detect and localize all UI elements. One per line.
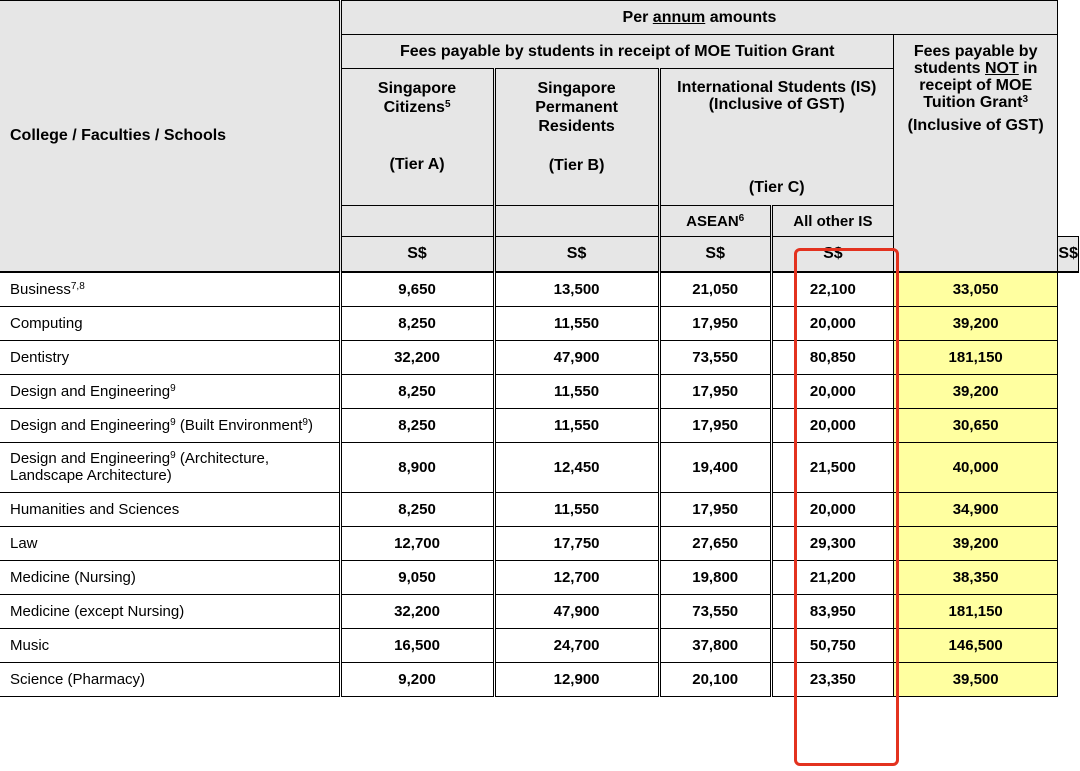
fee-asean: 27,650 <box>659 526 771 560</box>
table-row <box>0 340 1079 374</box>
international-header: International Students (IS) (Inclusive of GST) (Tier C) <box>659 69 893 206</box>
fee-not-grant: 30,650 <box>893 408 1058 442</box>
table-row <box>0 594 1079 628</box>
fee-asean: 17,950 <box>659 306 771 340</box>
with-grant-header: Fees payable by students in receipt of MOE Tuition Grant <box>340 35 893 69</box>
fee-tier-b: 24,700 <box>494 628 659 662</box>
fee-other-is: 83,950 <box>771 594 893 628</box>
fee-tier-a: 9,650 <box>340 272 494 307</box>
fee-tier-b: 47,900 <box>494 594 659 628</box>
table-row <box>0 526 1079 560</box>
fee-other-is: 23,350 <box>771 662 893 696</box>
row-school-name: Design and Engineering$^9$ (Built Environment$^9$) <box>0 408 340 442</box>
citizens-header: Singapore Citizens$^5$ (Tier A) <box>340 69 494 206</box>
fee-tier-a: 9,200 <box>340 662 494 696</box>
per-annum-header: Per annum amounts <box>340 1 1058 35</box>
fee-other-is: 22,100 <box>771 272 893 307</box>
row-school-name: Medicine (Nursing) <box>0 560 340 594</box>
row-school-name: Science (Pharmacy) <box>0 662 340 696</box>
row-school-name: Dentistry <box>0 340 340 374</box>
currency-not-grant: S$ <box>1058 237 1079 272</box>
fee-not-grant: 181,150 <box>893 594 1058 628</box>
fee-asean: 19,800 <box>659 560 771 594</box>
fee-tier-a: 12,700 <box>340 526 494 560</box>
fee-tier-b: 11,550 <box>494 306 659 340</box>
row-school-name: Design and Engineering$^9$ (Architecture, Landscape Architecture) <box>0 442 340 492</box>
table-row <box>0 374 1079 408</box>
fee-not-grant: 181,150 <box>893 340 1058 374</box>
fee-tier-a: 8,900 <box>340 442 494 492</box>
fee-not-grant: 39,200 <box>893 374 1058 408</box>
fee-not-grant: 34,900 <box>893 492 1058 526</box>
asean-header: ASEAN$^6$ <box>659 206 771 237</box>
all-other-is-header: All other IS <box>771 206 893 237</box>
fee-other-is: 29,300 <box>771 526 893 560</box>
fee-not-grant: 33,050 <box>893 272 1058 307</box>
fee-asean: 73,550 <box>659 594 771 628</box>
fee-other-is: 20,000 <box>771 492 893 526</box>
currency-other-is: S$ <box>771 237 893 272</box>
fee-tier-a: 32,200 <box>340 340 494 374</box>
fee-asean: 17,950 <box>659 492 771 526</box>
fee-not-grant: 39,200 <box>893 526 1058 560</box>
fee-other-is: 80,850 <box>771 340 893 374</box>
fee-tier-a: 32,200 <box>340 594 494 628</box>
row-school-name: Design and Engineering$^9$ <box>0 374 340 408</box>
pr-header: Singapore Permanent Residents (Tier B) <box>494 69 659 206</box>
fee-asean: 19,400 <box>659 442 771 492</box>
row-school-name: Humanities and Sciences <box>0 492 340 526</box>
currency-b: S$ <box>494 237 659 272</box>
fee-tier-a: 9,050 <box>340 560 494 594</box>
fee-asean: 37,800 <box>659 628 771 662</box>
row-school-name: Law <box>0 526 340 560</box>
table-row <box>0 560 1079 594</box>
currency-a: S$ <box>340 237 494 272</box>
fee-tier-a: 16,500 <box>340 628 494 662</box>
fee-asean: 17,950 <box>659 408 771 442</box>
fee-tier-b: 12,450 <box>494 442 659 492</box>
fee-not-grant: 40,000 <box>893 442 1058 492</box>
table-row <box>0 492 1079 526</box>
fee-not-grant: 146,500 <box>893 628 1058 662</box>
row-school-name: Music <box>0 628 340 662</box>
row-school-name: Computing <box>0 306 340 340</box>
fee-tier-b: 17,750 <box>494 526 659 560</box>
fee-tier-b: 12,900 <box>494 662 659 696</box>
fee-other-is: 20,000 <box>771 408 893 442</box>
fee-tier-b: 11,550 <box>494 408 659 442</box>
not-grant-header: Fees payable by students NOT in receipt of MOE Tuition Grant$^3$ (Inclusive of GST) <box>893 35 1058 272</box>
fee-not-grant: 39,200 <box>893 306 1058 340</box>
fee-tier-a: 8,250 <box>340 374 494 408</box>
fee-asean: 20,100 <box>659 662 771 696</box>
row-school-name: Medicine (except Nursing) <box>0 594 340 628</box>
fee-tier-a: 8,250 <box>340 306 494 340</box>
fee-other-is: 50,750 <box>771 628 893 662</box>
table-row <box>0 442 1079 492</box>
fee-tier-b: 11,550 <box>494 374 659 408</box>
fee-asean: 21,050 <box>659 272 771 307</box>
fee-not-grant: 38,350 <box>893 560 1058 594</box>
currency-asean: S$ <box>659 237 771 272</box>
fee-tier-b: 47,900 <box>494 340 659 374</box>
fee-tier-a: 8,250 <box>340 492 494 526</box>
fee-other-is: 20,000 <box>771 306 893 340</box>
fee-tier-b: 13,500 <box>494 272 659 307</box>
fee-tier-b: 12,700 <box>494 560 659 594</box>
fee-other-is: 20,000 <box>771 374 893 408</box>
college-header: College / Faculties / Schools <box>0 1 340 272</box>
table-row <box>0 272 1079 307</box>
fee-other-is: 21,200 <box>771 560 893 594</box>
table-row <box>0 662 1079 696</box>
fee-asean: 17,950 <box>659 374 771 408</box>
table-row <box>0 306 1079 340</box>
fee-asean: 73,550 <box>659 340 771 374</box>
table-row <box>0 628 1079 662</box>
fee-tier-b: 11,550 <box>494 492 659 526</box>
fee-other-is: 21,500 <box>771 442 893 492</box>
row-school-name: Business$^{7,8}$ <box>0 272 340 307</box>
fee-tier-a: 8,250 <box>340 408 494 442</box>
fee-not-grant: 39,500 <box>893 662 1058 696</box>
table-row <box>0 408 1079 442</box>
